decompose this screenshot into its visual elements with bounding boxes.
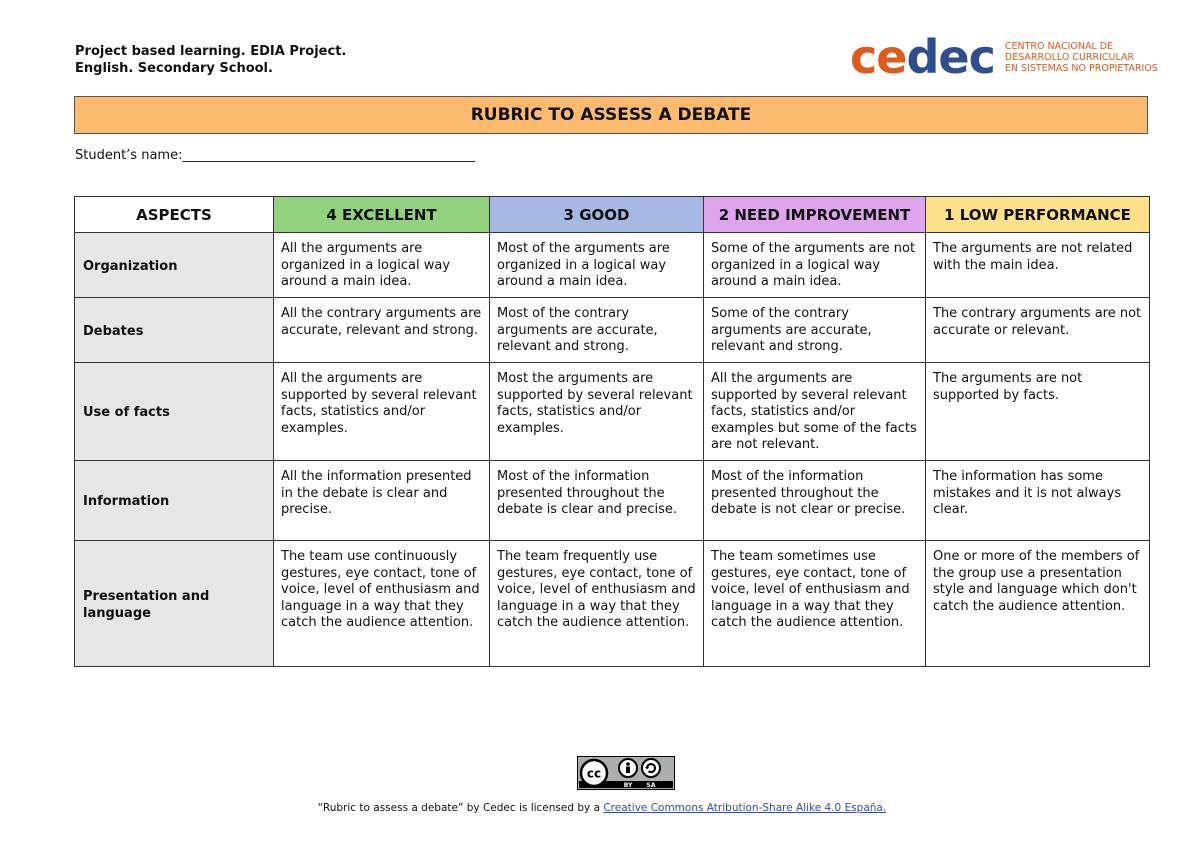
table-cell: The arguments are not supported by facts.	[926, 363, 1150, 461]
cedec-logo-subtitle: CENTRO NACIONAL DE DESARROLLO CURRICULAR EN SISTEMAS NO PROPIETARIOS	[1004, 40, 1158, 74]
table-cell: Most of the information presented throughout the debate is not clear or precise.	[704, 461, 926, 541]
table-cell: One or more of the members of the group use a presentation style and language which don't catch the audience attention.	[926, 541, 1150, 667]
header-line-project: Project based learning. EDIA Project.	[75, 44, 347, 59]
header-line-subject: English. Secondary School.	[75, 61, 273, 76]
table-row	[75, 363, 1150, 461]
table-cell: The team sometimes use gestures, eye contact, tone of voice, level of enthusiasm and language in a way that they catch the audience attention.	[704, 541, 926, 667]
document-header	[75, 43, 346, 77]
page-title: RUBRIC TO ASSESS A DEBATE	[74, 96, 1148, 134]
table-row	[75, 233, 1150, 298]
table-cell: All the information presented in the debate is clear and precise.	[274, 461, 490, 541]
cedec-logo	[850, 32, 1158, 82]
table-row	[75, 541, 1150, 667]
cc-by-sa-badge-icon	[577, 756, 675, 790]
table-cell: The team frequently use gestures, eye contact, tone of voice, level of enthusiasm and language in a way that they catch the audience attention.	[490, 541, 704, 667]
table-cell: The arguments are not related with the main idea.	[926, 233, 1150, 298]
header-need-improvement: 2 NEED IMPROVEMENT	[704, 197, 926, 233]
rubric-header-row	[75, 197, 1150, 233]
svg-text:SA: SA	[646, 782, 656, 789]
license-text: “Rubric to assess a debate” by Cedec is licensed by a	[317, 802, 604, 814]
license-notice	[0, 802, 1204, 814]
table-cell: The team use continuously gestures, eye contact, tone of voice, level of enthusiasm and language in a way that they catch the audience attention.	[274, 541, 490, 667]
license-link[interactable]: Creative Commons Atribution-Share Alike 4.0 España.	[603, 802, 887, 814]
table-cell: Most the arguments are supported by several relevant facts, statistics and/or examples.	[490, 363, 704, 461]
cedec-logo-word: cedec	[850, 30, 995, 84]
table-cell: All the arguments are organized in a logical way around a main idea.	[274, 233, 490, 298]
header-low-performance: 1 LOW PERFORMANCE	[926, 197, 1150, 233]
share-alike-icon	[642, 759, 660, 777]
table-cell: Most of the information presented throughout the debate is clear and precise.	[490, 461, 704, 541]
table-cell: All the arguments are supported by several relevant facts, statistics and/or examples but some of the facts are not relevant.	[704, 363, 926, 461]
svg-text:cc: cc	[586, 766, 602, 781]
aspect-use-of-facts: Use of facts	[75, 363, 274, 461]
aspect-presentation-and-language: Presentation and language	[75, 541, 274, 667]
svg-text:BY: BY	[623, 782, 633, 789]
aspect-debates: Debates	[75, 298, 274, 363]
table-cell: All the arguments are supported by several relevant facts, statistics and/or examples.	[274, 363, 490, 461]
table-cell: Most of the contrary arguments are accurate, relevant and strong.	[490, 298, 704, 363]
table-cell: Some of the arguments are not organized in a logical way around a main idea.	[704, 233, 926, 298]
table-cell: The contrary arguments are not accurate or relevant.	[926, 298, 1150, 363]
table-cell: Some of the contrary arguments are accurate, relevant and strong.	[704, 298, 926, 363]
table-row	[75, 298, 1150, 363]
header-aspects: ASPECTS	[75, 197, 274, 233]
table-cell: The information has some mistakes and it is not always clear.	[926, 461, 1150, 541]
rubric-table	[74, 196, 1150, 667]
table-cell: All the contrary arguments are accurate, relevant and strong.	[274, 298, 490, 363]
aspect-organization: Organization	[75, 233, 274, 298]
table-cell: Most of the arguments are organized in a logical way around a main idea.	[490, 233, 704, 298]
student-name-field: Student’s name:_____________________________________________	[75, 148, 475, 163]
table-row	[75, 461, 1150, 541]
header-good: 3 GOOD	[490, 197, 704, 233]
aspect-information: Information	[75, 461, 274, 541]
header-excellent: 4 EXCELLENT	[274, 197, 490, 233]
